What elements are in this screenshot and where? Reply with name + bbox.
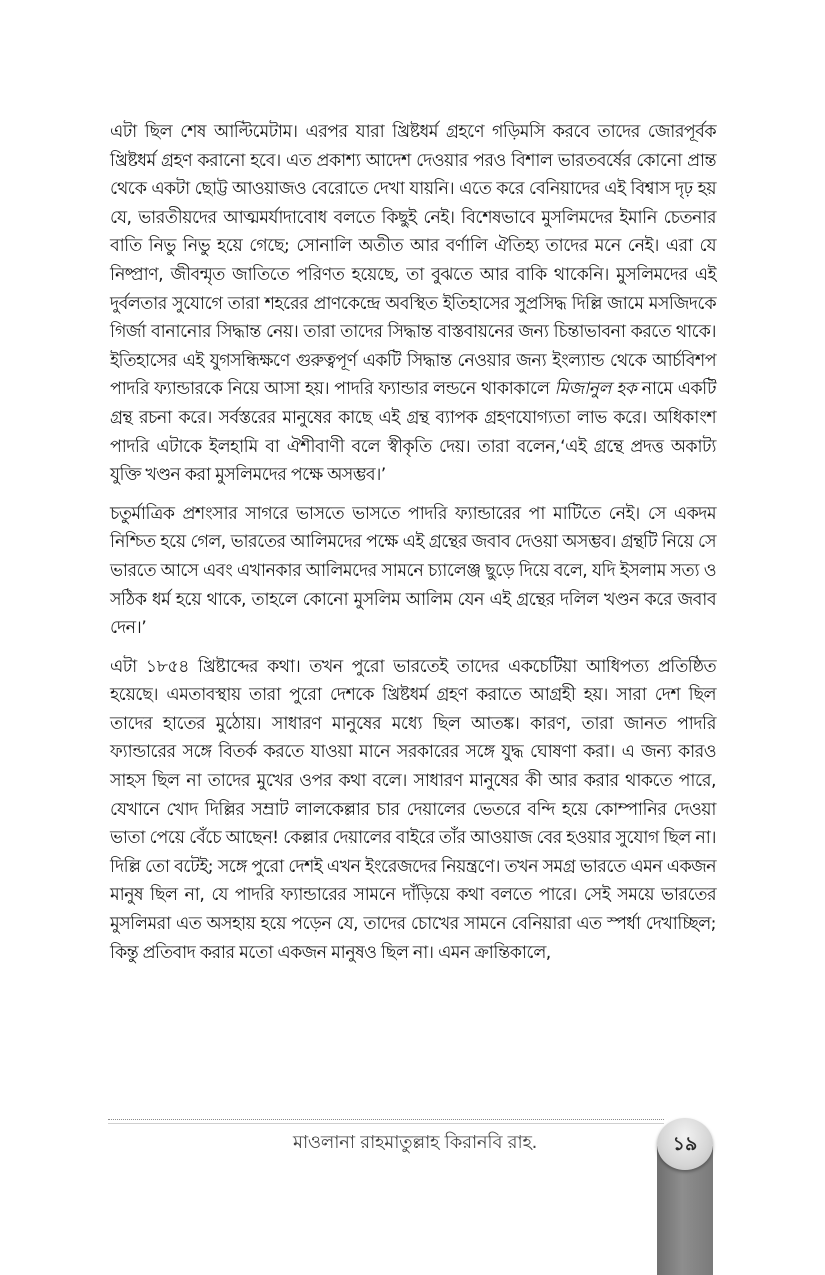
paragraph-2 [110,500,716,643]
page-number: ১৯ [672,1133,698,1155]
book-title-mizanul-haq: মিজানুল হক [554,379,637,400]
paragraph-2-text: চতুর্মাত্রিক প্রশংসার সাগরে ভাসতে ভাসতে পাদরি ফ্যান্ডারের পা মাটিতে নেই। সে একদম নিশ্চিত হয়ে গেল, ভারতের আলিমদের পক্ষে এই গ্রন্থের জবাব দেওয়া অসম্ভব। গ্রন্থটি নিয়ে সে ভারতে আসে এবং এখানকার আলিমদের সামনে চ্যালেঞ্জ ছুড়ে দিয়ে বলে, যদি ইসলাম সত্য ও সঠিক ধর্ম হয়ে থাকে, তাহলে কোনো মুসলিম আলিম যেন এই গ্রন্থের দলিল খণ্ডন করে জবাব দেন।’ [110,503,716,639]
paragraph-1-text-a: এটা ছিল শেষ আল্টিমেটাম। এরপর যারা খ্রিষ্টধর্ম গ্রহণে গড়িমসি করবে তাদের জোরপূর্বক খ্রিষ্টধর্ম গ্রহণ করানো হবে। এত প্রকাশ্য আদেশ দেওয়ার পরও বিশাল ভারতবর্ষের কোনো প্রান্ত থেকে একটা ছোট্ট আওয়াজও বেরোতে দেখা যায়নি। এতে করে বেনিয়াদের এই বিশ্বাস দৃঢ় হয় যে, ভারতীয়দের আত্মমর্যাদাবোধ বলতে কিছুই নেই। বিশেষভাবে মুসলিমদের ইমানি চেতনার বাতি নিভু নিভু হয়ে গেছে; সোনালি অতীত আর বর্ণালি ঐতিহ্য তাদের মনে নেই। এরা যে নিষ্প্রাণ, জীবন্মৃত জাতিতে পরিণত হয়েছে, তা বুঝতে আর বাকি থাকেনি। মুসলিমদের এই দুর্বলতার সুযোগে তারা শহরের প্রাণকেন্দ্রে অবস্থিত ইতিহাসের সুপ্রসিদ্ধ দিল্লি জামে মসজিদকে গির্জা বানানোর সিদ্ধান্ত নেয়। তারা তাদের সিদ্ধান্ত বাস্তবায়নের জন্য চিন্তাভাবনা করতে থাকে। ইতিহাসের এই যুগসন্ধিক্ষণে গুরুত্বপূর্ণ একটি সিদ্ধান্ত নেওয়ার জন্য ইংল্যান্ড থেকে আর্চবিশপ পাদরি ফ্যান্ডারকে নিয়ে আসা হয়। পাদরি ফ্যান্ডার লন্ডনে থাকাকালে [110,122,716,400]
paragraph-1-text-b: নামে একটি গ্রন্থ রচনা করে। সর্বস্তরের মানুষের কাছে এই গ্রন্থ ব্যাপক গ্রহণযোগ্যতা লাভ করে। অধিকাংশ পাদরি এটাকে ইলহামি বা ঐশীবাণী বলে স্বীকৃতি দেয়। তারা বলেন,‘এই গ্রন্থে প্রদত্ত অকাট্য যুক্তি খণ্ডন করা মুসলিমদের পক্ষে অসম্ভব।’ [110,379,716,486]
running-head: মাওলানা রাহমাতুল্লাহ কিরানবি রাহ. [292,1132,538,1153]
paragraph-3 [110,653,716,968]
page-number-badge [657,1118,713,1170]
footer-divider-shadow [108,1123,664,1124]
paragraph-1 [110,118,716,490]
page-body [110,118,716,977]
paragraph-3-text: এটা ১৮৫৪ খ্রিষ্টাব্দের কথা। তখন পুরো ভারতেই তাদের একচেটিয়া আধিপত্য প্রতিষ্ঠিত হয়েছে। এমতাবস্থায় তারা পুরো দেশকে খ্রিষ্টধর্ম গ্রহণ করাতে আগ্রহী হয়। সারা দেশ ছিল তাদের হাতের মুঠোয়। সাধারণ মানুষের মধ্যে ছিল আতঙ্ক। কারণ, তারা জানত পাদরি ফ্যান্ডারের সঙ্গে বিতর্ক করতে যাওয়া মানে সরকারের সঙ্গে যুদ্ধ ঘোষণা করা। এ জন্য কারও সাহস ছিল না তাদের মুখের ওপর কথা বলে। সাধারণ মানুষের কী আর করার থাকতে পারে, যেখানে খোদ দিল্লির সম্রাট লালকেল্লার চার দেয়ালের ভেতরে বন্দি হয়ে কোম্পানির দেওয়া ভাতা পেয়ে বেঁচে আছেন! কেল্লার দেয়ালের বাইরে তাঁর আওয়াজ বের হওয়ার সুযোগ ছিল না। দিল্লি তো বটেই; সঙ্গে পুরো দেশই এখন ইংরেজদের নিয়ন্ত্রণে। তখন সমগ্র ভারতে এমন একজন মানুষ ছিল না, যে পাদরি ফ্যান্ডারের সামনে দাঁড়িয়ে কথা বলতে পারে। সেই সময়ে ভারতের মুসলিমরা এত অসহায় হয়ে পড়েন যে, তাদের চোখের সামনে বেনিয়ারা এত স্পর্ধা দেখাচ্ছিল; কিন্তু প্রতিবাদ করার মতো একজন মানুষও ছিল না। এমন ক্রান্তিকালে, [110,656,716,963]
footer-divider [108,1119,664,1120]
